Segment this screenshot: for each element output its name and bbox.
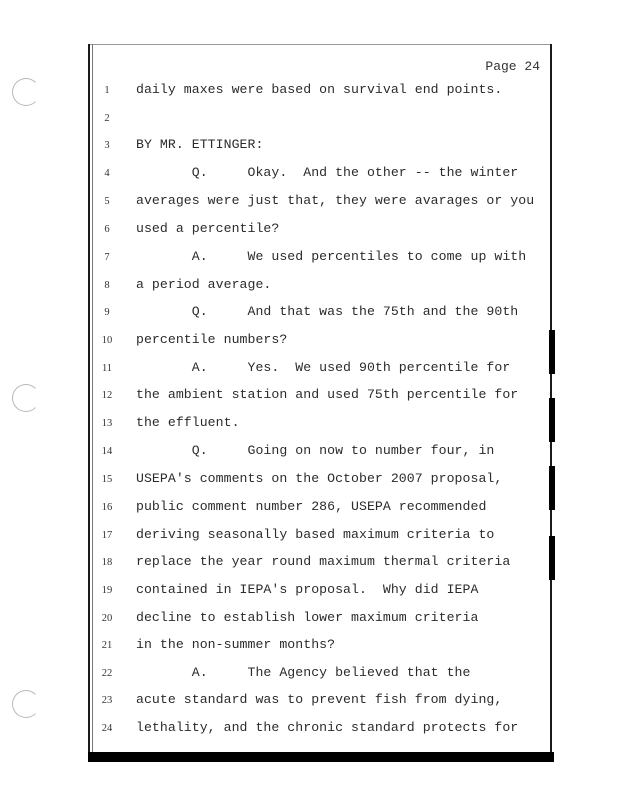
transcript-line	[0, 277, 560, 297]
line-text: replace the year round maximum thermal criteria	[136, 554, 511, 569]
transcript-line	[0, 165, 560, 185]
line-number: 10	[101, 335, 113, 346]
transcript-line	[0, 610, 560, 630]
line-text: averages were just that, they were avarages or you	[136, 193, 535, 208]
line-number: 24	[101, 723, 113, 734]
line-text: BY MR. ETTINGER:	[136, 137, 264, 152]
transcript-line	[0, 527, 560, 547]
line-number: 23	[101, 695, 113, 706]
transcript-line	[0, 443, 560, 463]
line-text: A. The Agency believed that the	[136, 665, 471, 680]
line-number: 15	[101, 474, 113, 485]
line-number: 21	[101, 640, 113, 651]
line-text: decline to establish lower maximum criteria	[136, 610, 479, 625]
transcript-line	[0, 415, 560, 435]
line-text: daily maxes were based on survival end points.	[136, 82, 503, 97]
line-text: Q. Going on now to number four, in	[136, 443, 495, 458]
line-number: 22	[101, 668, 113, 679]
transcript-line	[0, 360, 560, 380]
line-number: 2	[104, 113, 110, 124]
line-text: Q. And that was the 75th and the 90th	[136, 304, 519, 319]
page-number: Page 24	[485, 59, 540, 74]
line-text: contained in IEPA's proposal. Why did IEPA	[136, 582, 479, 597]
line-text: lethality, and the chronic standard protects for	[136, 720, 519, 735]
line-text: percentile numbers?	[136, 332, 288, 347]
line-number: 9	[104, 307, 110, 318]
line-text: acute standard was to prevent fish from dying,	[136, 692, 503, 707]
line-number: 11	[101, 363, 113, 374]
line-text: A. Yes. We used 90th percentile for	[136, 360, 511, 375]
line-number: 4	[104, 168, 110, 179]
line-text: A. We used percentiles to come up with	[136, 249, 527, 264]
transcript-line	[0, 193, 560, 213]
line-number: 1	[104, 85, 110, 96]
line-number: 6	[104, 224, 110, 235]
line-text: the ambient station and used 75th percentile for	[136, 387, 519, 402]
transcript-line	[0, 304, 560, 324]
transcript-line	[0, 665, 560, 685]
transcript-line	[0, 137, 560, 157]
line-number: 12	[101, 390, 113, 401]
line-number: 3	[104, 140, 110, 151]
transcript-line	[0, 249, 560, 269]
line-text: used a percentile?	[136, 221, 280, 236]
page-frame-bottom	[88, 752, 554, 762]
line-text: in the non-summer months?	[136, 637, 336, 652]
transcript-line	[0, 637, 560, 657]
line-number: 14	[101, 446, 113, 457]
page-frame-top	[88, 44, 552, 45]
line-text: USEPA's comments on the October 2007 proposal,	[136, 471, 503, 486]
line-number: 18	[101, 557, 113, 568]
line-number: 8	[104, 280, 110, 291]
line-text: public comment number 286, USEPA recommended	[136, 499, 487, 514]
transcript-line	[0, 221, 560, 241]
line-text: Q. Okay. And the other -- the winter	[136, 165, 519, 180]
transcript-line	[0, 499, 560, 519]
line-number: 19	[101, 585, 113, 596]
transcript-line	[0, 582, 560, 602]
line-number: 5	[104, 196, 110, 207]
transcript-line	[0, 387, 560, 407]
transcript-line	[0, 554, 560, 574]
transcript-line	[0, 82, 560, 102]
line-number: 13	[101, 418, 113, 429]
line-text: deriving seasonally based maximum criteria to	[136, 527, 495, 542]
transcript-line	[0, 471, 560, 491]
transcript-line	[0, 332, 560, 352]
transcript-line	[0, 692, 560, 712]
line-number: 16	[101, 502, 113, 513]
line-number: 17	[101, 530, 113, 541]
transcript-line	[0, 720, 560, 740]
line-text: a period average.	[136, 277, 272, 292]
line-number: 20	[101, 613, 113, 624]
line-number: 7	[104, 252, 110, 263]
line-text: the effluent.	[136, 415, 240, 430]
transcript-line	[0, 110, 560, 130]
